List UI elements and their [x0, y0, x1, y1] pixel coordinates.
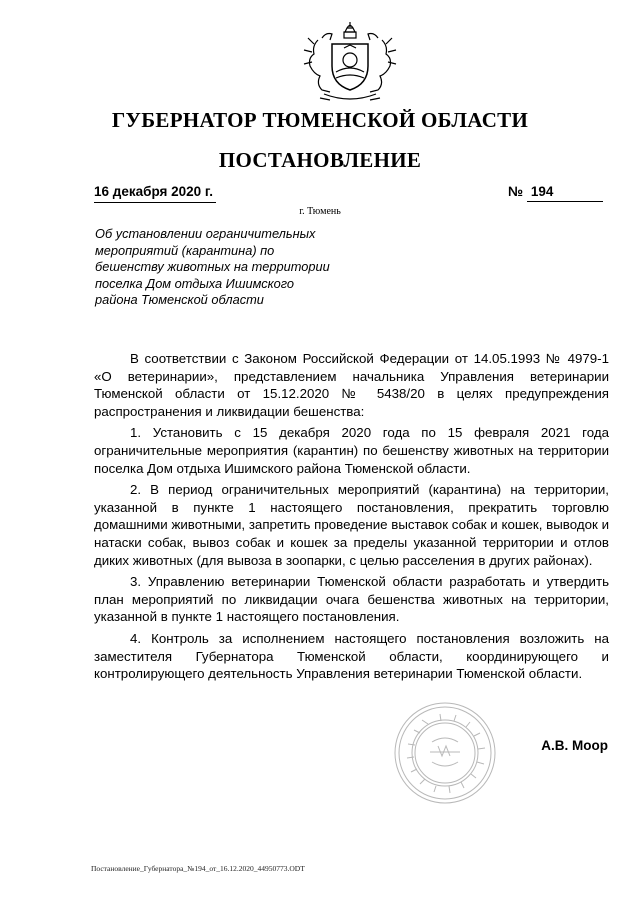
clause-1-paragraph: 1. Установить с 15 декабря 2020 года по 15 февраля 2021 года ограничительные мероприятия (карантин) по бешенству животных на территории поселка Дом отдыха Ишимского района Тюменской области. [94, 425, 609, 476]
city-line: г. Тюмень [299, 206, 341, 217]
signer-name: А.В. Моор [541, 738, 608, 753]
document-subject [95, 226, 385, 309]
document-body [94, 350, 609, 687]
organization-title: ГУБЕРНАТОР ТЮМЕНСКОЙ ОБЛАСТИ [111, 108, 529, 132]
clause-3-paragraph: 3. Управлению ветеринарии Тюменской области разработать и утвердить план мероприятий по ликвидации очага бешенства животных на территории, указанной в пункте 1 настоящего постановления. [94, 574, 609, 625]
document-type-title: ПОСТАНОВЛЕНИЕ [218, 148, 422, 172]
subject-line: Об установлении ограничительных [95, 226, 316, 241]
clause-2-paragraph: 2. В период ограничительных мероприятий (карантина) на территории, указанной в пункте 1 настоящего постановления, прекратить торговлю домашними животными, запретить проведение выставок собак и кошек, выводок и натаски собак, вывоз собак и кошек за пределы указанной территории и отлов диких животных (для вывоза в зоопарки, с целью расселения в других районах). [94, 482, 609, 568]
official-seal-icon [392, 700, 498, 806]
subject-line: бешенству животных на территории [95, 259, 330, 274]
coat-of-arms-icon [290, 22, 410, 108]
document-number-block [508, 184, 604, 202]
subject-line: района Тюменской области [95, 292, 264, 307]
footer-filename: Постановление_Губернатора_№194_от_16.12.2020_44950773.ODT [91, 864, 305, 873]
document-date: 16 декабря 2020 г. [94, 184, 216, 203]
number-label: № [508, 184, 524, 199]
preamble-paragraph: В соответствии с Законом Российской Федерации от 14.05.1993 № 4979-1 «О ветеринарии», представлением начальника Управления ветеринарии Тюменской области от 15.12.2020 № 5438/20 в целях предупреждения распространения и ликвидации бешенства: [94, 351, 609, 419]
clause-4-paragraph: 4. Контроль за исполнением настоящего постановления возложить на заместителя Губернатора Тюменской области, координирующего и контролирующего деятельность Управления ветеринарии Тюменской области. [94, 630, 609, 682]
subject-line: мероприятий (карантина) по [95, 242, 275, 258]
document-number: 194 [527, 184, 603, 202]
subject-line: поселка Дом отдыха Ишимского [95, 275, 295, 291]
